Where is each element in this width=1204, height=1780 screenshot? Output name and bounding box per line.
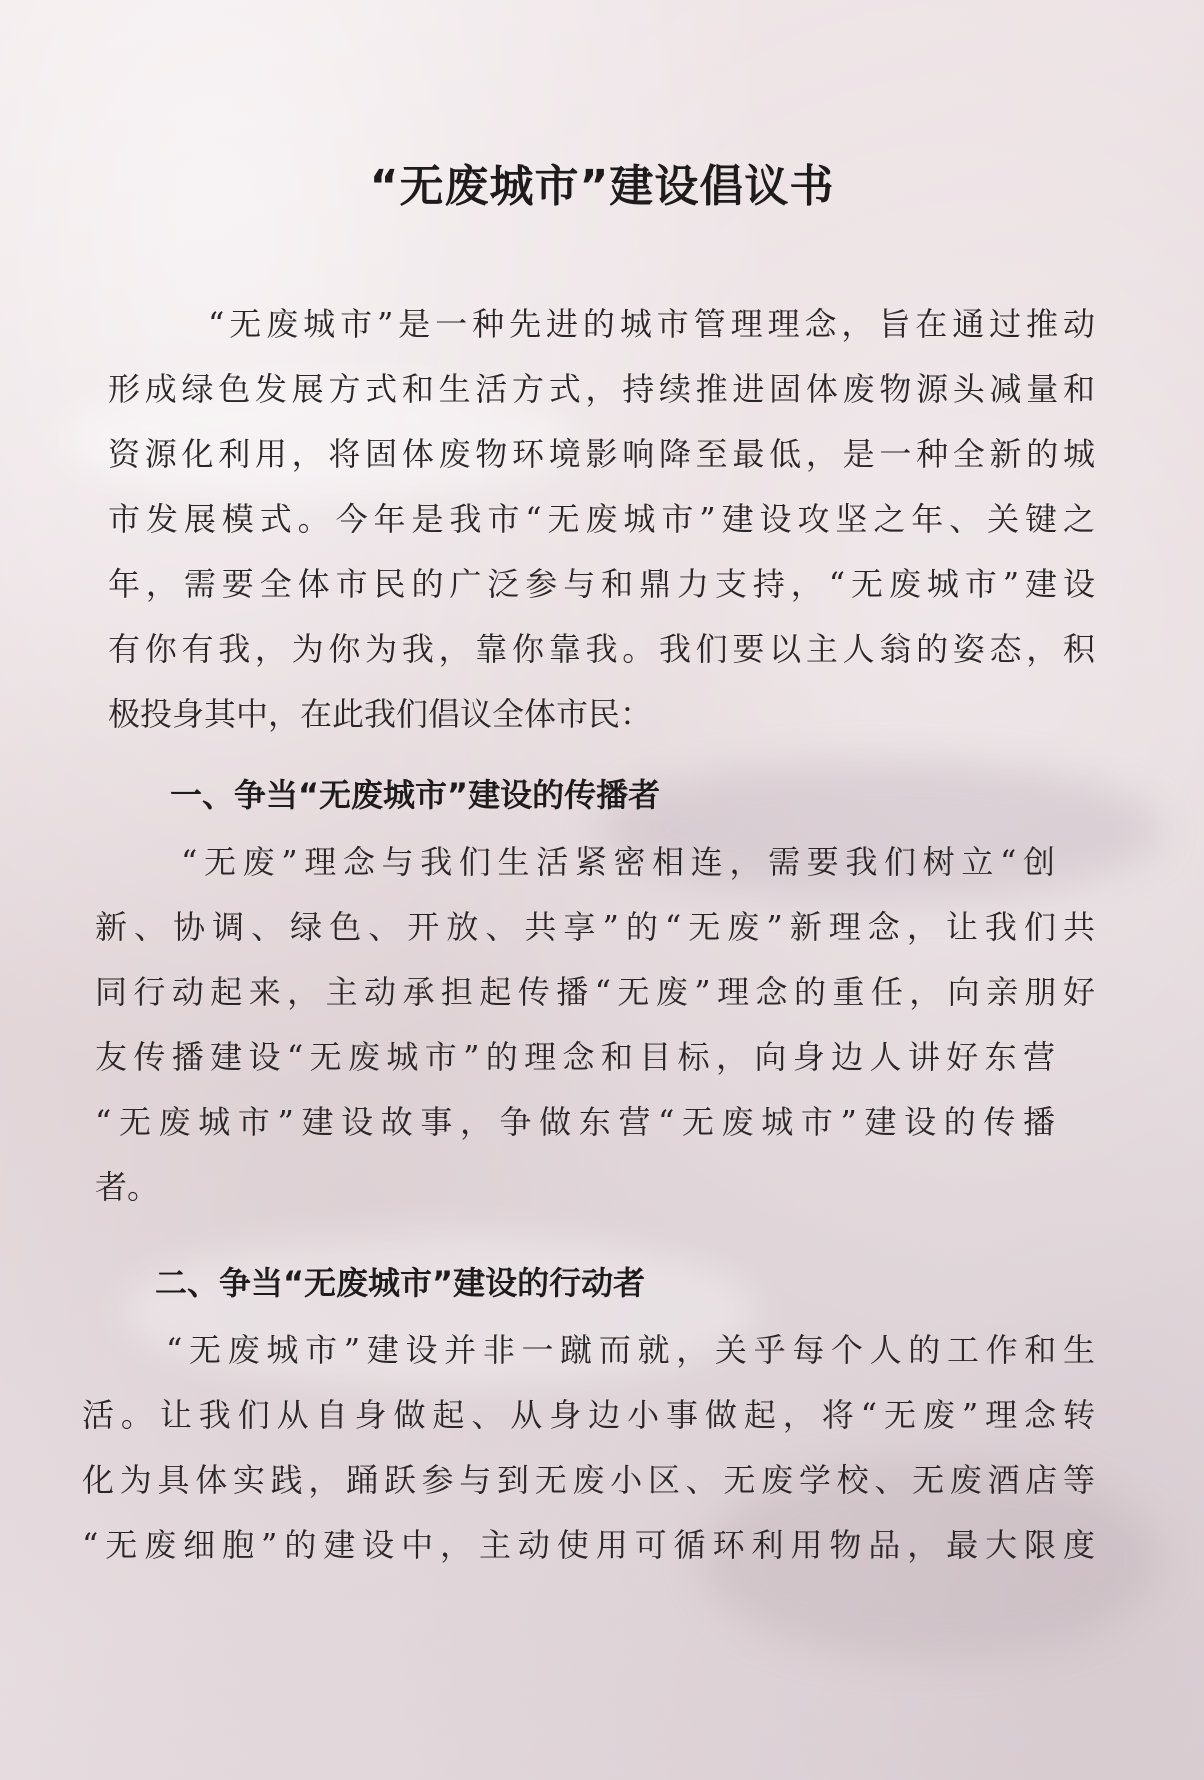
- text-line: 友传播建设“无废城市”的理念和目标，向身边人讲好东营: [95, 1038, 1055, 1076]
- text-line: 有你有我，为你为我，靠你靠我。我们要以主人翁的姿态，积: [108, 630, 1095, 668]
- section-heading: 一、争当“无废城市”建设的传播者: [170, 776, 661, 814]
- document-title: “无废城市”建设倡议书: [369, 161, 835, 212]
- text-line: 者。: [95, 1168, 160, 1206]
- intro-paragraph: [108, 292, 1095, 747]
- section2-paragraph: [82, 1318, 1095, 1578]
- text-line: 形成绿色发展方式和生活方式，持续推进固体废物源头减量和: [108, 370, 1095, 408]
- section-heading: 二、争当“无废城市”建设的行动者: [155, 1264, 646, 1302]
- section1-paragraph: [95, 830, 1095, 1220]
- text-line: 活。让我们从自身做起、从身边小事做起，将“无废”理念转: [82, 1396, 1095, 1434]
- text-line: 年，需要全体市民的广泛参与和鼎力支持，“无废城市”建设: [108, 565, 1095, 603]
- text-line: “无废城市”建设并非一蹴而就，关乎每个人的工作和生: [166, 1331, 1095, 1369]
- text-line: 新、协调、绿色、开放、共享”的“无废”新理念，让我们共: [95, 908, 1095, 946]
- text-line: 极投身其中，在此我们倡议全体市民：: [108, 695, 653, 733]
- text-line: “无废”理念与我们生活紧密相连，需要我们树立“创: [181, 843, 1055, 881]
- text-line: 化为具体实践，踊跃参与到无废小区、无废学校、无废酒店等: [82, 1461, 1095, 1499]
- text-line: “无废城市”建设故事，争做东营“无废城市”建设的传播: [95, 1103, 1055, 1141]
- text-line: “无废城市”是一种先进的城市管理理念，旨在通过推动: [208, 305, 1095, 343]
- text-line: “无废细胞”的建设中，主动使用可循环利用物品，最大限度: [82, 1526, 1095, 1564]
- text-line: 资源化利用，将固体废物环境影响降至最低，是一种全新的城: [108, 435, 1095, 473]
- text-line: 市发展模式。今年是我市“无废城市”建设攻坚之年、关键之: [108, 500, 1095, 538]
- text-line: 同行动起来，主动承担起传播“无废”理念的重任，向亲朋好: [95, 973, 1095, 1011]
